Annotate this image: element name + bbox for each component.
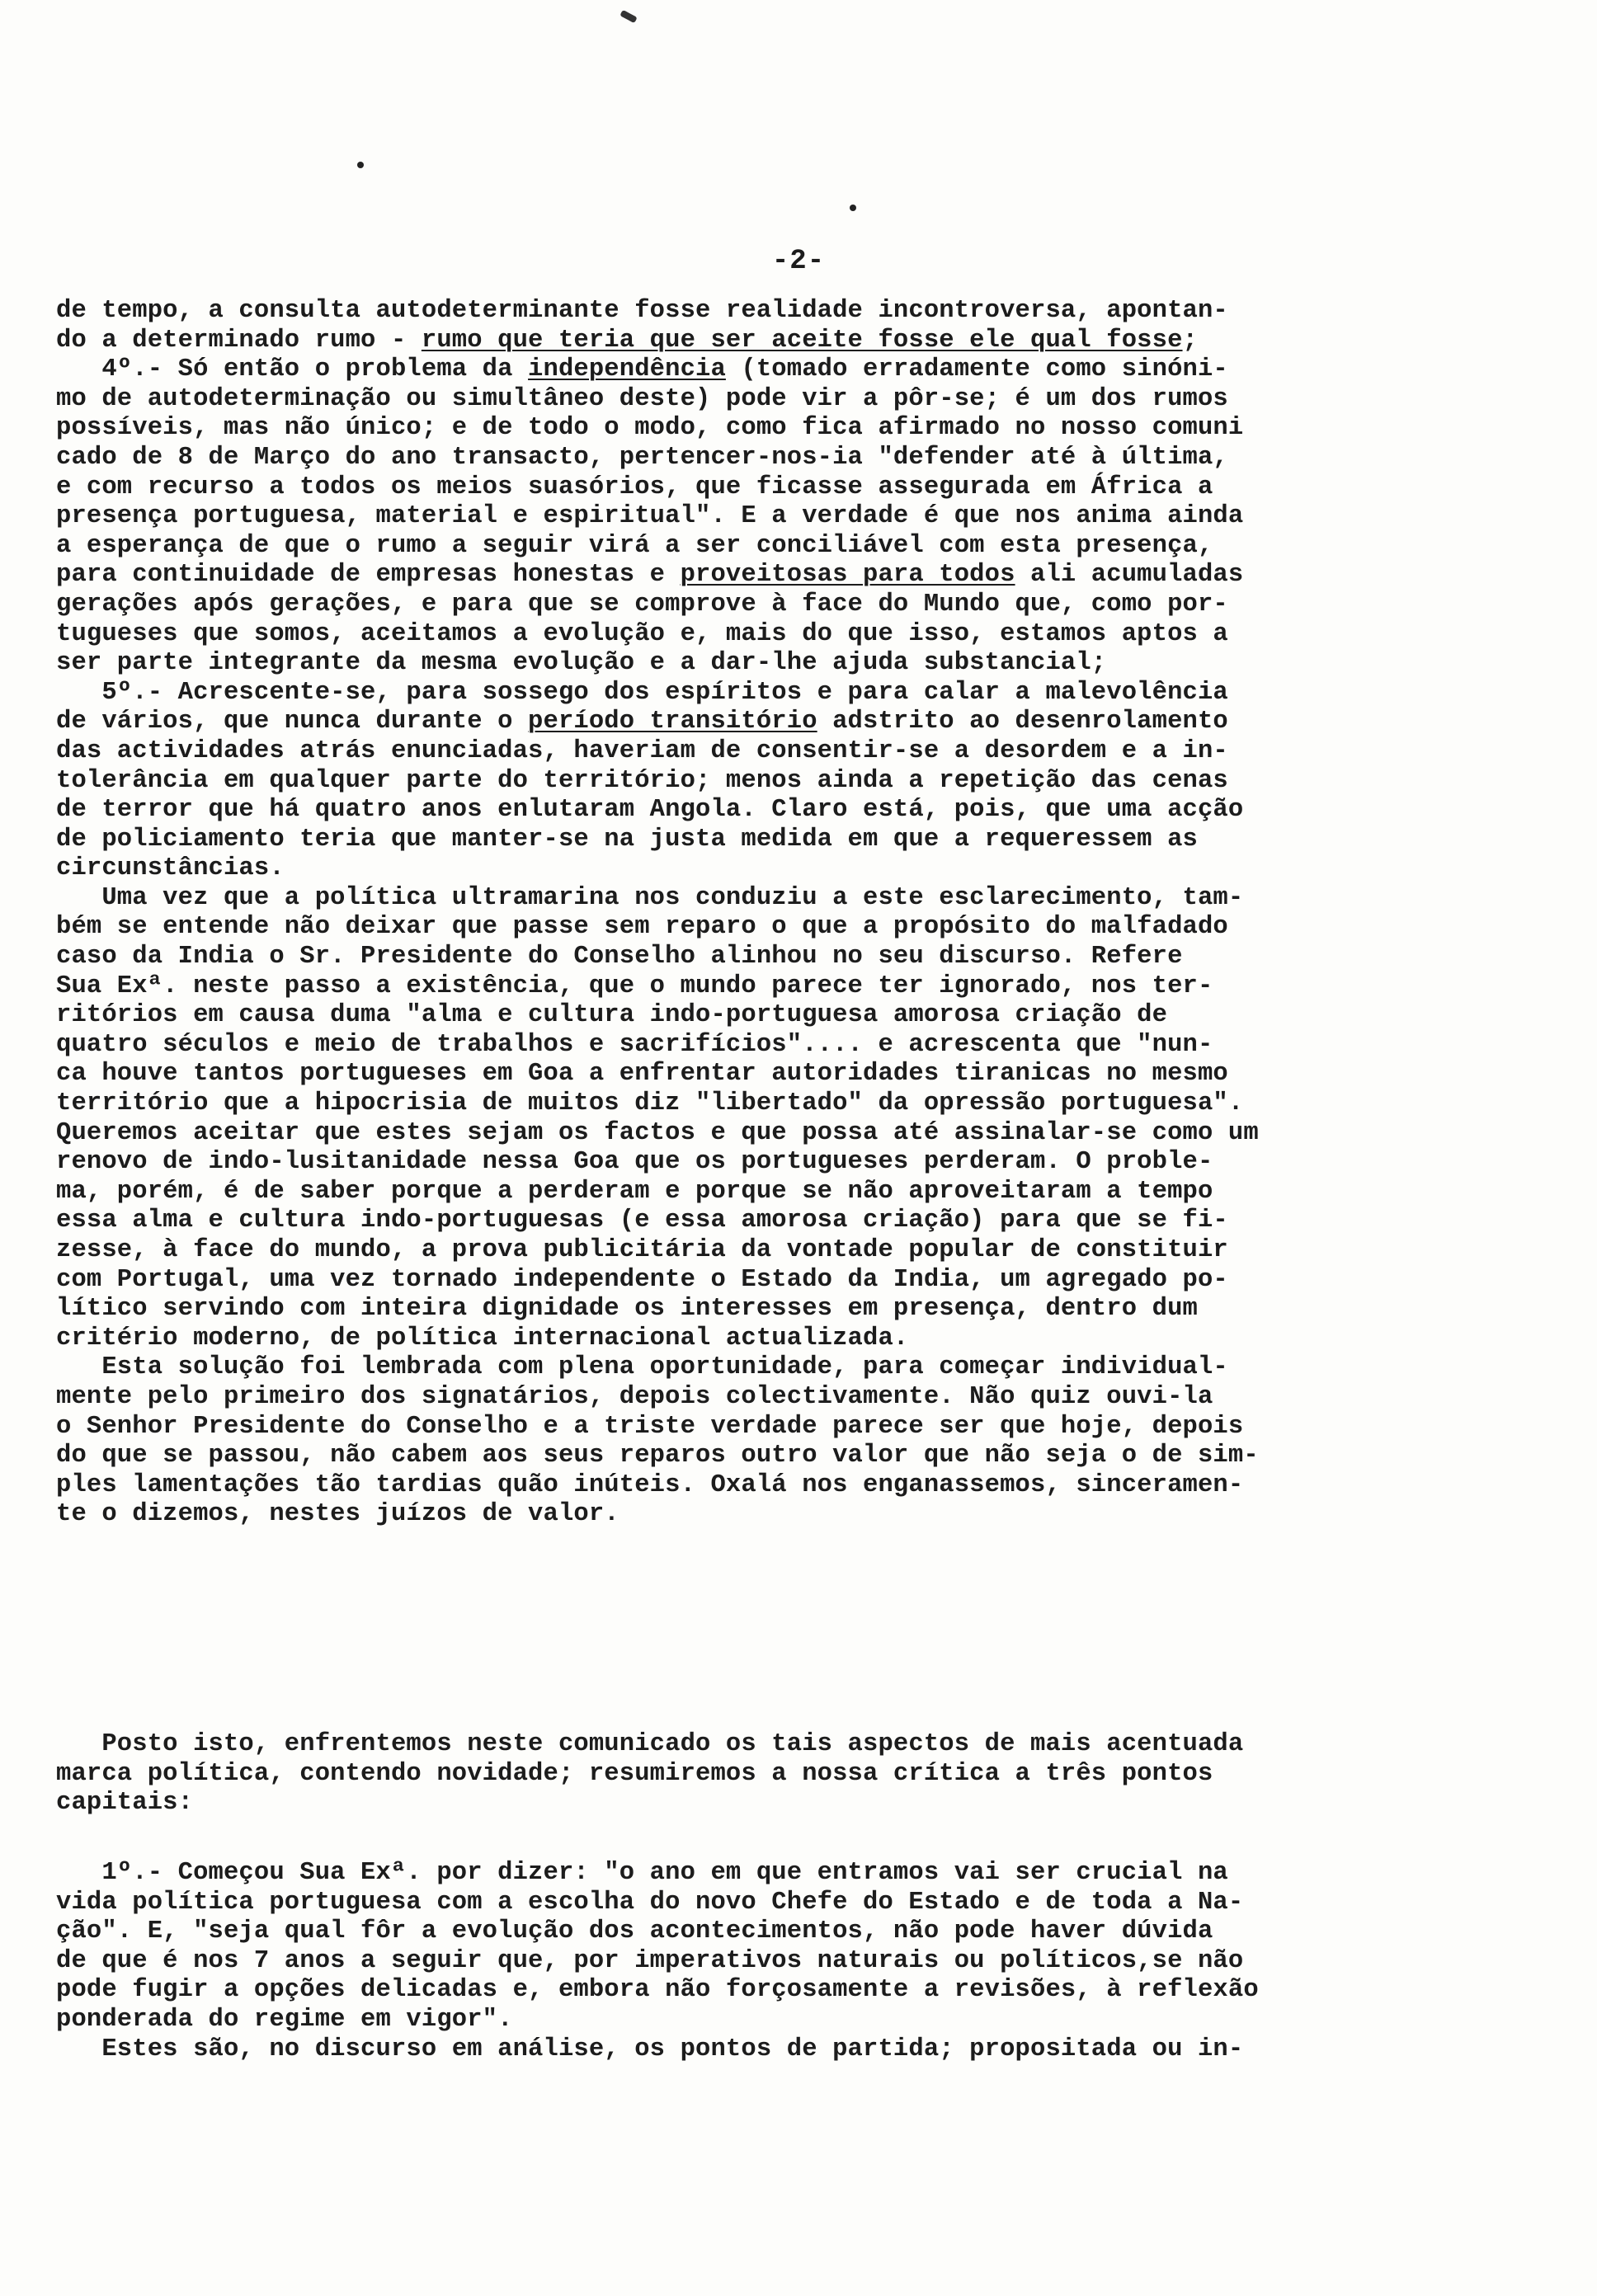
text-line: cado de 8 de Março do ano transacto, pertencer-nos-ia "defender até à última, [56, 443, 1228, 472]
underlined-phrase: período transitório [528, 708, 817, 736]
text-line: ritórios em causa duma "alma e cultura indo-portuguesa amorosa criação de [56, 1001, 1168, 1030]
text-line: Uma vez que a política ultramarina nos conduziu a este esclarecimento, tam- [56, 883, 1244, 912]
underlined-phrase: rumo que teria que ser aceite fosse ele qual fosse [421, 326, 1183, 355]
text-line: Queremos aceitar que estes sejam os factos e que possa até assinalar-se como um [56, 1118, 1259, 1147]
text-line: mo de autodeterminação ou simultâneo deste) pode vir a pôr-se; é um dos rumos [56, 384, 1228, 413]
text-line: ma, porém, é de saber porque a perderam e porque se não aproveitaram a tempo [56, 1177, 1213, 1206]
text-line: território que a hipocrisia de muitos diz "libertado" da opressão portuguesa". [56, 1089, 1244, 1118]
text-line: ples lamentações tão tardias quão inúteis. Oxalá nos enganassemos, sinceramen- [56, 1470, 1244, 1499]
text-line: de policiamento teria que manter-se na justa medida em que a requeressem as [56, 825, 1198, 854]
text-line: do a determinado rumo - rumo que teria que ser aceite fosse ele qual fosse; [56, 326, 1198, 355]
underlined-phrase: proveitosas para todos [680, 561, 1015, 590]
page-number: -2- [771, 246, 826, 277]
text-line: de que é nos 7 anos a seguir que, por imperativos naturais ou políticos,se não [56, 1946, 1244, 1975]
text-line: Posto isto, enfrentemos neste comunicado os tais aspectos de mais acentuada [56, 1730, 1244, 1758]
text-line: de vários, que nunca durante o período transitório adstrito ao desenrolamento [56, 708, 1228, 736]
ink-speck [357, 162, 364, 168]
text-line: essa alma e cultura indo-portuguesas (e essa amorosa criação) para que se fi- [56, 1207, 1228, 1235]
text-line: ção". E, "seja qual fôr a evolução dos acontecimentos, não pode haver dúvida [56, 1917, 1213, 1946]
text-line: marca política, contendo novidade; resumiremos a nossa crítica a três pontos [56, 1759, 1213, 1788]
paragraph-block-main [56, 297, 1458, 1530]
text-line: Esta solução foi lembrada com plena oportunidade, para começar individual- [56, 1353, 1228, 1382]
paragraph-block-ponto-1 [56, 1859, 1458, 2064]
text-line: ponderada do regime em vigor". [56, 2005, 513, 2034]
text-line: possíveis, mas não único; e de todo o modo, como fica afirmado no nosso comuni [56, 414, 1244, 443]
text-line: de tempo, a consulta autodeterminante fosse realidade incontroversa, apontan- [56, 297, 1228, 325]
text-line: o Senhor Presidente do Conselho e a triste verdade parece ser que hoje, depois [56, 1412, 1244, 1441]
text-line: e com recurso a todos os meios suasórios, que ficasse assegurada em África a [56, 473, 1213, 501]
text-line: mente pelo primeiro dos signatários, depois colectivamente. Não quiz ouvi-la [56, 1382, 1213, 1411]
text-line: 5º.- Acrescente-se, para sossego dos espíritos e para calar a malevolência [56, 678, 1228, 707]
text-line: do que se passou, não cabem aos seus reparos outro valor que não seja o de sim- [56, 1442, 1259, 1470]
text-line: zesse, à face do mundo, a prova publicitária da vontade popular de constituir [56, 1236, 1228, 1264]
text-line: com Portugal, uma vez tornado independente o Estado da India, um agregado po- [56, 1265, 1228, 1294]
text-line: presença portuguesa, material e espiritual". E a verdade é que nos anima ainda [56, 502, 1244, 531]
text-line: caso da India o Sr. Presidente do Conselho alinhou no seu discurso. Refere [56, 943, 1183, 972]
text-line: pode fugir a opções delicadas e, embora não forçosamente a revisões, à reflexão [56, 1976, 1259, 2005]
text-line: a esperança de que o rumo a seguir virá a ser conciliável com esta presença, [56, 531, 1213, 560]
text-line: circunstâncias. [56, 854, 285, 883]
text-line: quatro séculos e meio de trabalhos e sacrifícios".... e acrescenta que "nun- [56, 1030, 1213, 1059]
text-line: bém se entende não deixar que passe sem reparo o que a propósito do malfadado [56, 913, 1228, 942]
text-line: ser parte integrante da mesma evolução e a dar-lhe ajuda substancial; [56, 649, 1107, 678]
text-line: te o dizemos, nestes juízos de valor. [56, 1500, 619, 1529]
text-line: lítico servindo com inteira dignidade os interesses em presença, dentro dum [56, 1295, 1198, 1324]
text-line: ca houve tantos portugueses em Goa a enfrentar autoridades tiranicas no mesmo [56, 1060, 1228, 1089]
text-line: capitais: [56, 1789, 194, 1818]
paragraph-block-posto-isto [56, 1730, 1458, 1818]
text-line: Sua Exª. neste passo a existência, que o mundo parece ter ignorado, nos ter- [56, 972, 1213, 1000]
text-line: vida política portuguesa com a escolha do novo Chefe do Estado e de toda a Na- [56, 1888, 1244, 1917]
text-line: das actividades atrás enunciadas, haveriam de consentir-se a desordem e a in- [56, 736, 1228, 765]
text-line: para continuidade de empresas honestas e proveitosas para todos ali acumuladas [56, 561, 1244, 590]
text-line: tolerância em qualquer parte do território; menos ainda a repetição das cenas [56, 766, 1228, 795]
ink-speck [850, 205, 856, 211]
text-line: de terror que há quatro anos enlutaram Angola. Claro está, pois, que uma acção [56, 796, 1244, 825]
text-line: renovo de indo-lusitanidade nessa Goa que os portugueses perderam. O proble- [56, 1148, 1213, 1177]
ink-mark [619, 10, 637, 23]
text-line: tugueses que somos, aceitamos a evolução e, mais do que isso, estamos aptos a [56, 619, 1228, 648]
text-line: 4º.- Só então o problema da independência (tomado erradamente como sinóni- [56, 355, 1228, 384]
underlined-phrase: independência [528, 355, 726, 384]
text-line: 1º.- Começou Sua Exª. por dizer: "o ano em que entramos vai ser crucial na [56, 1859, 1228, 1887]
text-line: gerações após gerações, e para que se comprove à face do Mundo que, como por- [56, 590, 1228, 619]
text-line: critério moderno, de política internacional actualizada. [56, 1324, 909, 1353]
text-line: Estes são, no discurso em análise, os pontos de partida; propositada ou in- [56, 2035, 1244, 2063]
